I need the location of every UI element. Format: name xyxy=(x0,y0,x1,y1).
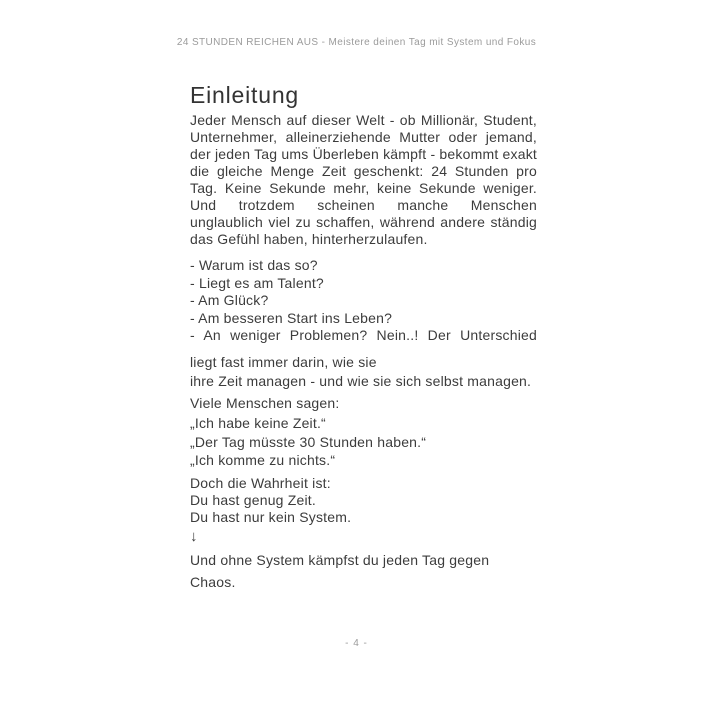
quote-line: „Ich komme zu nichts.“ xyxy=(190,452,336,469)
truth-heading: Doch die Wahrheit ist: xyxy=(190,474,331,491)
question-line: - Liegt es am Talent? xyxy=(190,274,324,291)
continuation-line: liegt fast immer darin, wie sie xyxy=(190,353,377,370)
truth-line: Du hast genug Zeit. xyxy=(190,491,316,508)
closing-line: Chaos. xyxy=(190,573,236,590)
closing-line: Und ohne System kämpfst du jeden Tag gegen xyxy=(190,551,490,568)
quote-list xyxy=(190,414,537,470)
continuation-block xyxy=(190,353,537,391)
question-line: - An weniger Problemen? Nein..! Der Unterschied xyxy=(190,327,537,344)
truth-line: Du hast nur kein System. xyxy=(190,509,352,526)
quote-line: „Der Tag müsste 30 Stunden haben.“ xyxy=(190,433,427,450)
closing-block xyxy=(190,549,537,593)
question-line: - Am Glück? xyxy=(190,292,269,309)
question-line: - Warum ist das so? xyxy=(190,257,318,273)
question-list xyxy=(190,257,537,345)
running-header: 24 STUNDEN REICHEN AUS - Meistere deinen Tag mit System und Fokus xyxy=(176,37,537,48)
quote-line: „Ich habe keine Zeit.“ xyxy=(190,414,326,431)
page-number: - 4 - xyxy=(345,638,368,649)
truth-block xyxy=(190,492,537,527)
page-content xyxy=(190,82,537,593)
down-arrow-glyph: ↓ xyxy=(190,527,198,545)
page-title: Einleitung xyxy=(190,82,300,108)
question-line: - Am besseren Start ins Leben? xyxy=(190,309,393,326)
intro-paragraph: Jeder Mensch auf dieser Welt - ob Millionär, Student, Unternehmer, alleinerziehende Mutter oder jemand, der jeden Tag ums Überleben kämpft - bekommt exakt die gleiche Menge Zeit geschenkt: 24 Stunden pro Tag. Keine Sekunde mehr, keine Sekunde weniger. Und trotzdem scheinen manche Menschen unglaublich viel zu schaffen, während andere ständig das Gefühl haben, hinterherzulaufen. xyxy=(190,112,537,247)
lead-in-text: Viele Menschen sagen: xyxy=(190,394,340,411)
continuation-line: ihre Zeit managen - und wie sie sich selbst managen. xyxy=(190,372,532,389)
